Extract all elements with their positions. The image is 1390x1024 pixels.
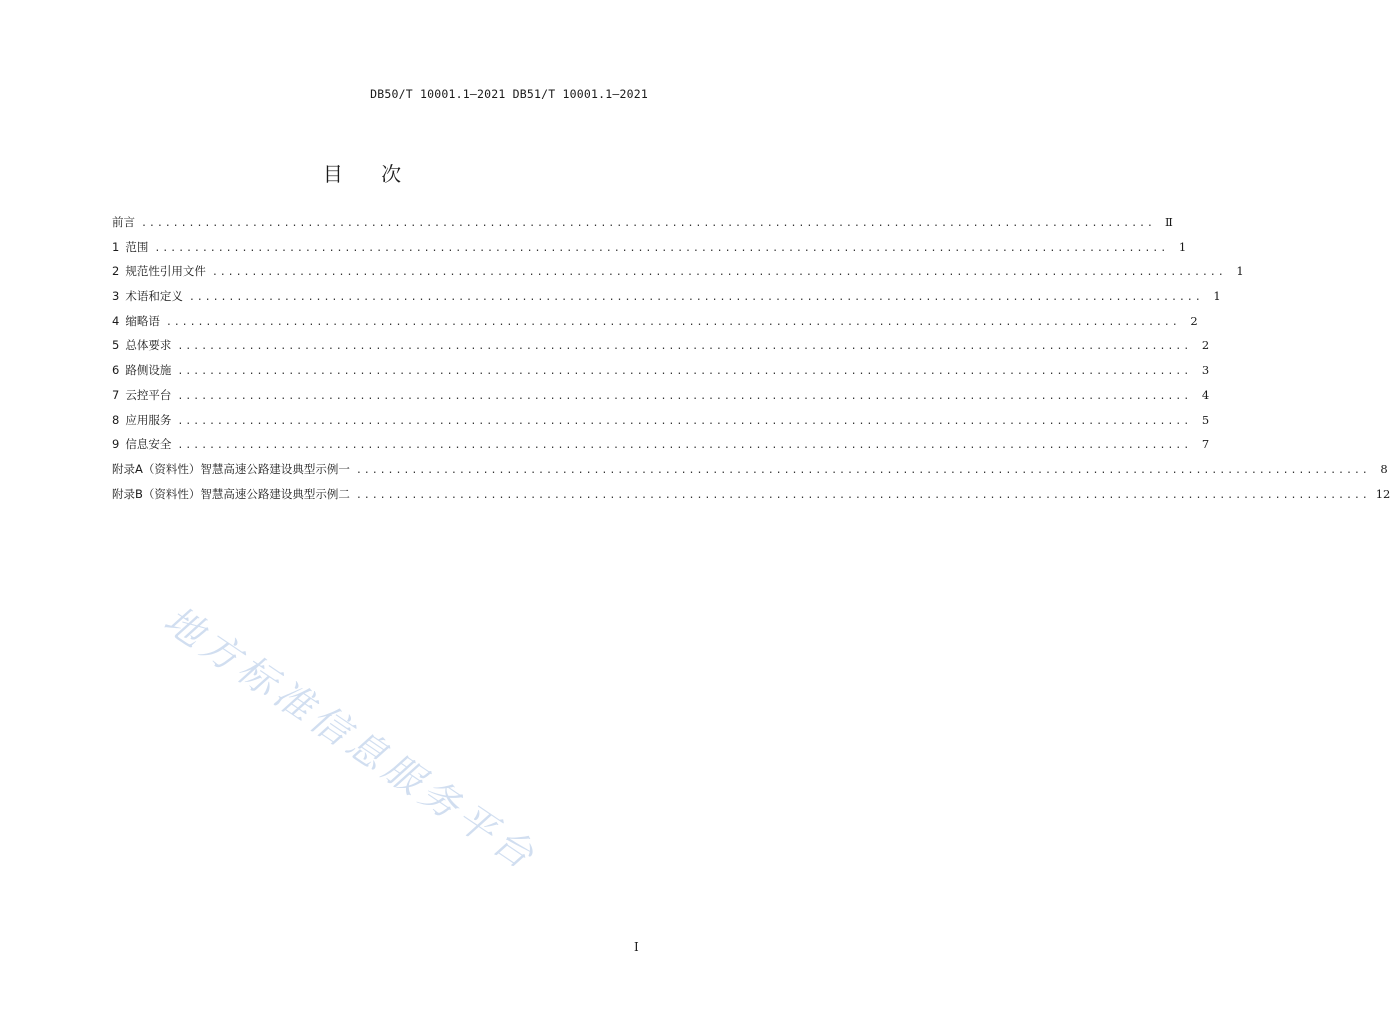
toc-entry-9[interactable]	[112, 436, 1210, 461]
toc-label: 术语和定义	[125, 289, 183, 304]
toc-label: 规范性引用文件	[125, 264, 206, 279]
toc-leader-dots: ................................................................................................................................	[177, 341, 1192, 353]
toc-page-number: 1	[1178, 239, 1187, 254]
toc-page-number: 12	[1375, 486, 1390, 501]
toc-page-number: Ⅱ	[1165, 215, 1173, 229]
toc-page-number: 1	[1236, 264, 1244, 279]
toc-entry-8[interactable]	[112, 412, 1210, 437]
toc-leader-dots: ................................................................................................................................	[177, 390, 1192, 402]
toc-label: 附录A（资料性）智慧高速公路建设典型示例一	[112, 461, 350, 476]
toc-label: 信息安全	[125, 437, 172, 452]
toc-entry-2[interactable]	[112, 263, 1244, 288]
toc-leader-dots: ................................................................................................................................	[177, 366, 1192, 378]
page-title: 目 次	[322, 162, 418, 186]
toc-section-number: 3	[112, 289, 120, 304]
toc-entry-appendix-a[interactable]	[112, 461, 1388, 486]
toc-entry-3[interactable]	[112, 288, 1221, 313]
table-of-contents	[112, 214, 1390, 510]
toc-page-number: 5	[1201, 412, 1210, 427]
toc-leader-dots: ................................................................................................................................	[177, 415, 1192, 427]
toc-page-number: 3	[1201, 363, 1210, 378]
toc-leader-dots: ................................................................................................................................	[177, 440, 1192, 452]
toc-label: 总体要求	[125, 338, 172, 353]
toc-section-number: 8	[112, 412, 120, 427]
toc-section-number: 9	[112, 437, 120, 452]
toc-leader-dots: ................................................................................................................................	[188, 292, 1203, 304]
toc-section-number: 1	[112, 239, 120, 254]
toc-leader-dots: ................................................................................................................................	[211, 267, 1226, 279]
toc-entry-foreword[interactable]	[112, 214, 1173, 239]
toc-entry-7[interactable]	[112, 387, 1210, 412]
toc-leader-dots: ................................................................................................................................	[355, 464, 1370, 476]
toc-page-number: 8	[1380, 461, 1388, 476]
toc-page-number: 4	[1201, 387, 1210, 402]
toc-leader-dots: ................................................................................................................................	[355, 489, 1370, 501]
toc-leader-dots: ................................................................................................................................	[141, 218, 1155, 229]
toc-section-number: 2	[112, 264, 120, 279]
watermark: 地方标准信息服务平台	[156, 597, 546, 880]
toc-entry-6[interactable]	[112, 362, 1210, 387]
toc-page-number: 2	[1201, 338, 1210, 353]
toc-section-number: 5	[112, 338, 120, 353]
toc-section-number: 6	[112, 363, 120, 378]
toc-page-number: 1	[1213, 289, 1221, 304]
toc-label: 路侧设施	[125, 363, 172, 378]
toc-entry-5[interactable]	[112, 337, 1210, 362]
toc-section-number: 7	[112, 387, 120, 402]
toc-label: 前言	[112, 215, 135, 229]
toc-entry-1[interactable]	[112, 239, 1187, 264]
page-number: I	[634, 940, 639, 954]
toc-leader-dots: ................................................................................................................................	[154, 242, 1169, 254]
toc-label: 应用服务	[125, 412, 172, 427]
toc-leader-dots: ................................................................................................................................	[165, 316, 1180, 328]
toc-label: 缩略语	[125, 313, 160, 328]
toc-page-number: 7	[1201, 437, 1210, 452]
toc-section-number: 4	[112, 313, 120, 328]
toc-label: 附录B（资料性）智慧高速公路建设典型示例二	[112, 486, 350, 501]
toc-label: 范围	[125, 239, 149, 254]
toc-entry-4[interactable]	[112, 313, 1198, 338]
toc-entry-appendix-b[interactable]	[112, 486, 1390, 511]
document-code-header: DB50/T 10001.1—2021 DB51/T 10001.1—2021	[370, 87, 648, 101]
toc-page-number: 2	[1190, 313, 1198, 328]
toc-label: 云控平台	[125, 387, 172, 402]
